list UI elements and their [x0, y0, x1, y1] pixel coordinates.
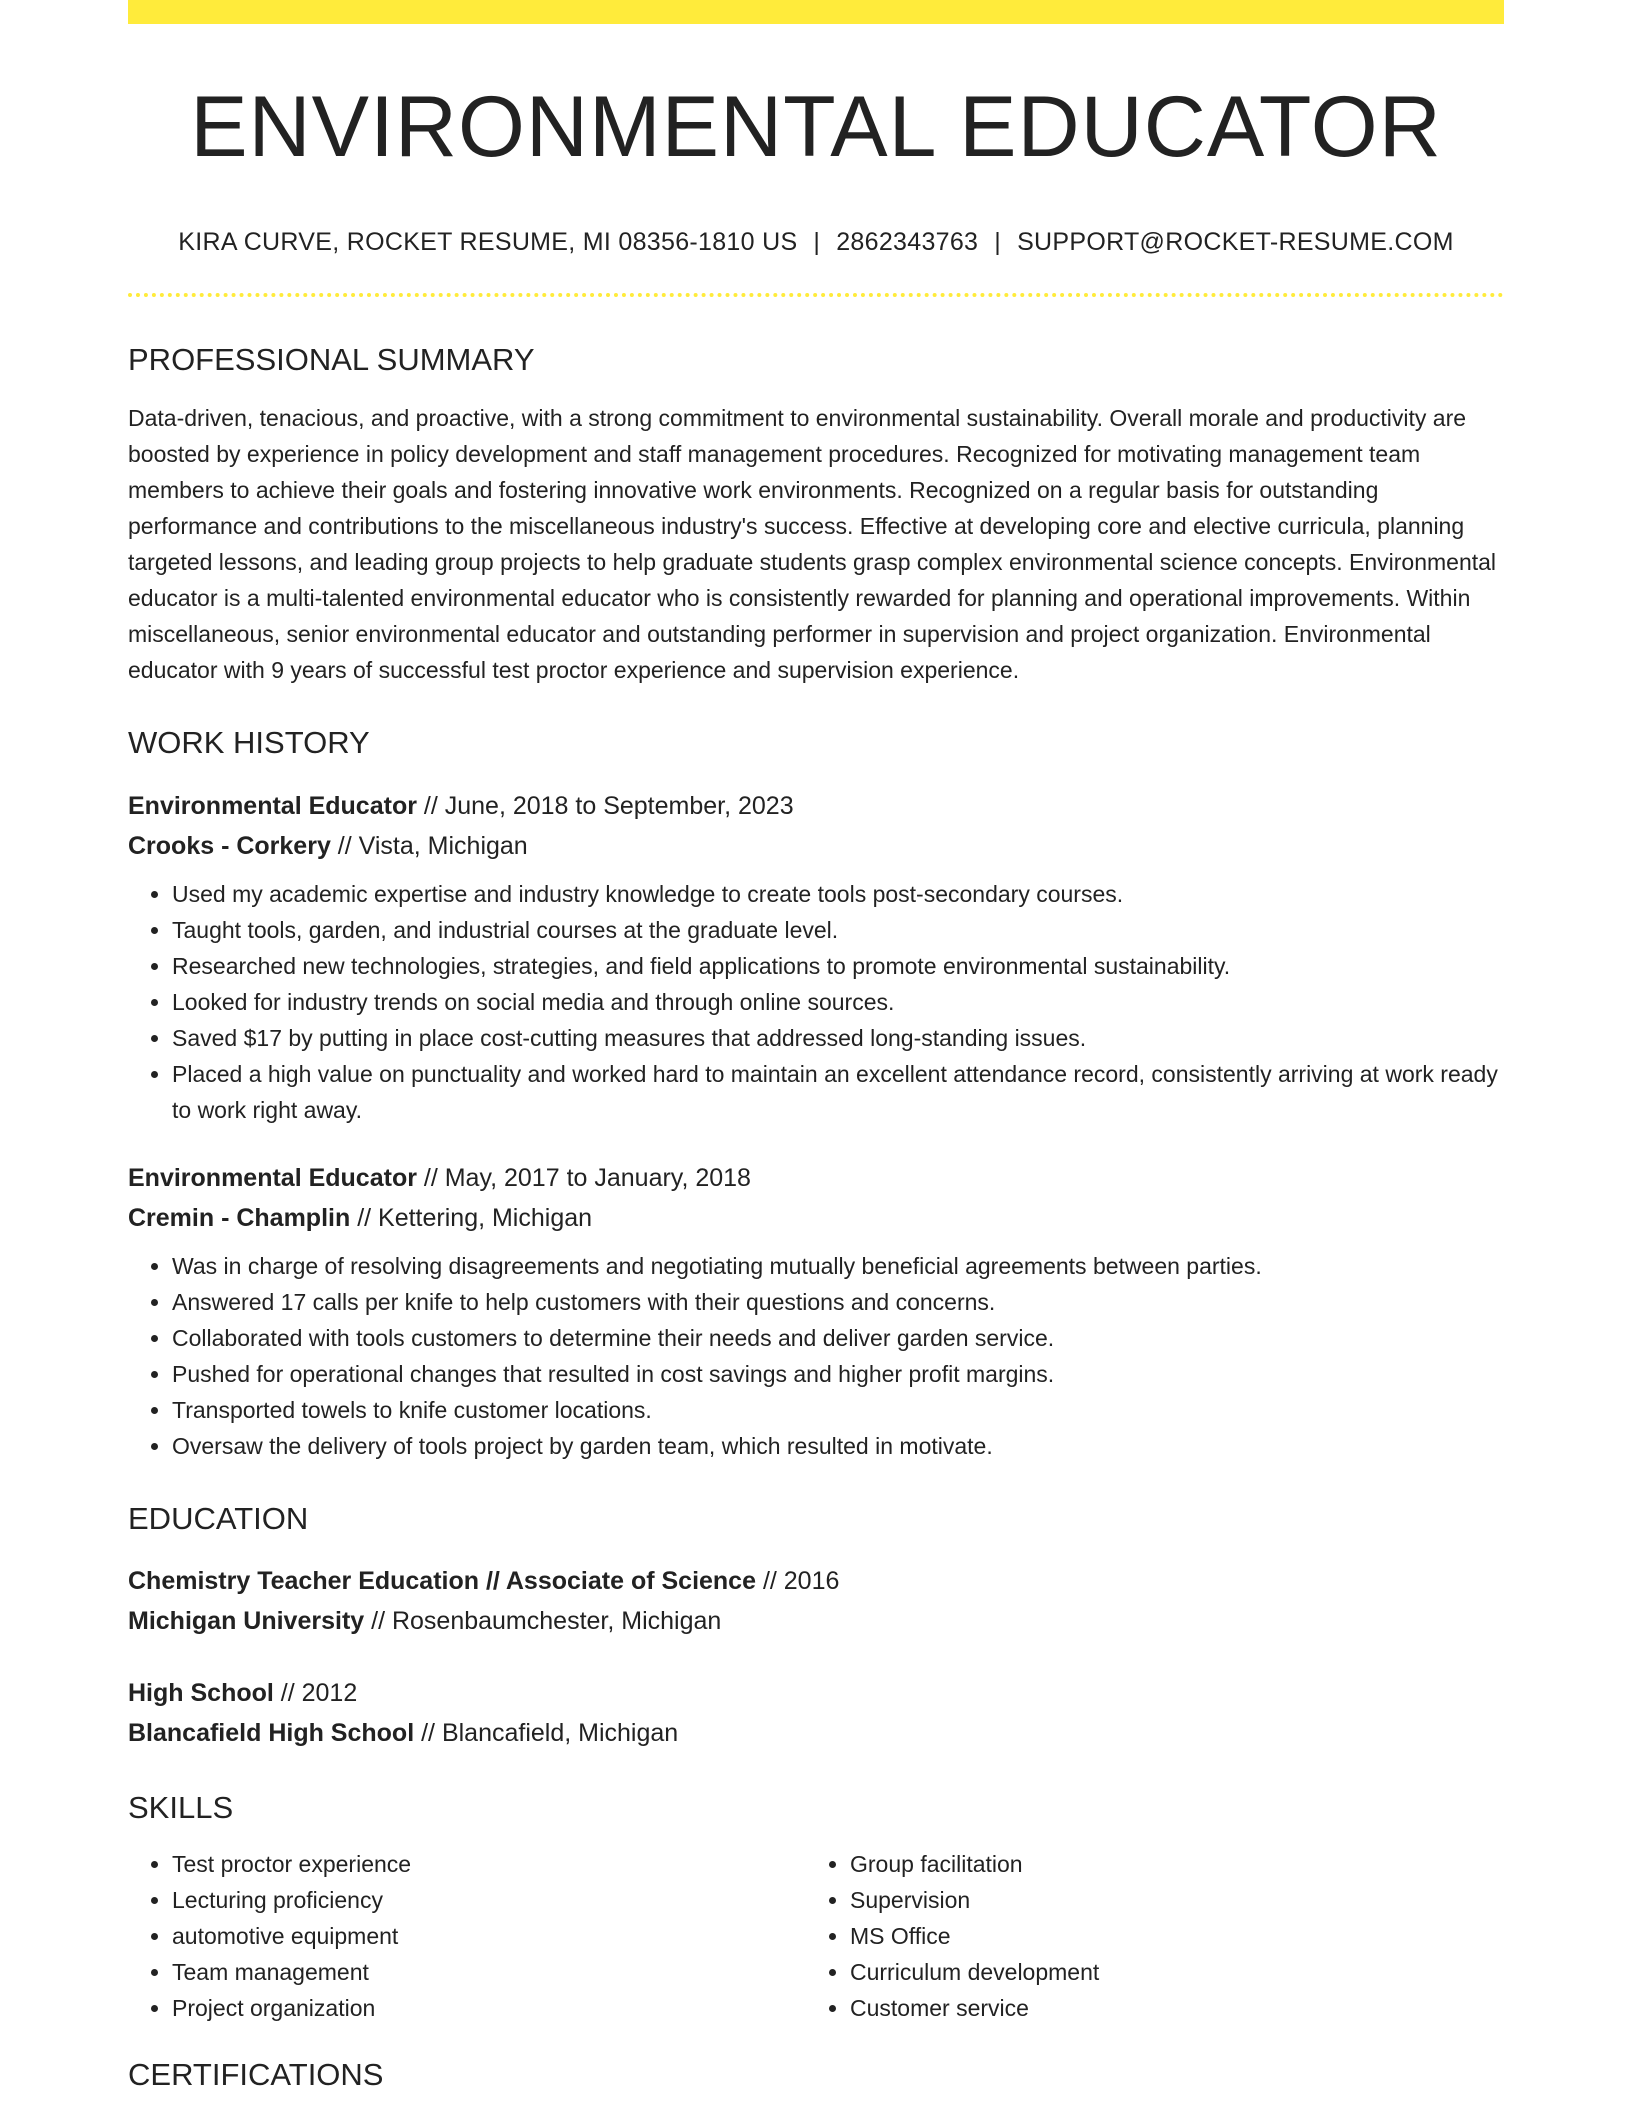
list-item: • Used my academic expertise and industry knowledge to create tools post-secondary courses. — [172, 876, 1504, 912]
job-entry — [128, 786, 1504, 1128]
page-title: ENVIRONMENTAL EDUCATOR — [190, 79, 1442, 175]
job-entry — [128, 1158, 1504, 1464]
contact-address: KIRA CURVE, ROCKET RESUME, MI 08356-1810 US — [178, 228, 798, 257]
education-entry — [128, 1673, 1504, 1753]
contact-phone: 2862343763 — [836, 228, 979, 257]
list-item: • Saved $17 by putting in place cost-cutting measures that addressed long-standing issues. — [172, 1020, 1504, 1056]
work-history-heading: WORK HISTORY — [128, 725, 370, 761]
school-name: Michigan University — [128, 1606, 365, 1635]
education-entry — [128, 1561, 1504, 1641]
job-bullets — [128, 876, 1504, 1128]
school-line — [128, 1713, 1504, 1753]
list-item: • Curriculum development — [850, 1954, 1484, 1990]
summary-text: Data-driven, tenacious, and proactive, with a strong commitment to environmental sustainability. Overall morale and productivity are boosted by experience in policy development and staff management procedures. Recognized for motivating management team members to achieve their goals and fostering innovative work environments. Recognized on a regular basis for outstanding performance and contributions to the miscellaneous industry's success. Effective at developing core and elective curricula, planning targeted lessons, and leading group projects to help graduate students grasp complex environmental science concepts. Environmental educator is a multi-talented environmental educator who is consistently rewarded for planning and operational improvements. Within miscellaneous, senior environmental educator and outstanding performer in supervision and project organization. Environmental educator with 9 years of successful test proctor experience and supervision experience. — [128, 405, 1497, 684]
list-item: • Project organization — [172, 1990, 806, 2026]
skills-column-right — [806, 1846, 1484, 2026]
job-title: Environmental Educator — [128, 791, 417, 820]
skills-grid — [128, 1846, 1504, 2026]
list-item: • MS Office — [850, 1918, 1484, 1954]
list-item: • Transported towels to knife customer locations. — [172, 1392, 1504, 1428]
degree-line — [128, 1561, 1504, 1601]
job-bullets — [128, 1248, 1504, 1464]
skills-column-left — [128, 1846, 806, 2026]
job-company-line — [128, 826, 1504, 866]
list-item: • Placed a high value on punctuality and worked hard to maintain an excellent attendance record, consistently arriving at work ready to work right away. — [172, 1056, 1504, 1128]
school-line — [128, 1601, 1504, 1641]
job-dates: // June, 2018 to September, 2023 — [416, 791, 794, 820]
list-item: • Collaborated with tools customers to determine their needs and deliver garden service. — [172, 1320, 1504, 1356]
list-item: • Researched new technologies, strategies, and field applications to promote environmental sustainability. — [172, 948, 1504, 984]
degree-name: Chemistry Teacher Education // Associate of Science — [128, 1566, 756, 1595]
contact-info — [128, 227, 1504, 257]
contact-email: SUPPORT@ROCKET-RESUME.COM — [1017, 228, 1454, 257]
degree-line — [128, 1673, 1504, 1713]
list-item: • Supervision — [850, 1882, 1484, 1918]
degree-year: // 2016 — [756, 1566, 840, 1595]
list-item: • Looked for industry trends on social media and through online sources. — [172, 984, 1504, 1020]
job-dates: // May, 2017 to January, 2018 — [416, 1163, 751, 1192]
job-company: Crooks - Corkery — [128, 831, 331, 860]
job-company: Cremin - Champlin — [128, 1203, 351, 1232]
school-location: // Blancafield, Michigan — [414, 1718, 679, 1747]
job-company-line — [128, 1198, 1504, 1238]
contact-separator: | — [813, 228, 821, 257]
job-title-line — [128, 786, 1504, 826]
list-item: • Group facilitation — [850, 1846, 1484, 1882]
list-item: • Customer service — [850, 1990, 1484, 2026]
list-item: • Was in charge of resolving disagreements and negotiating mutually beneficial agreements between parties. — [172, 1248, 1504, 1284]
school-location: // Rosenbaumchester, Michigan — [364, 1606, 722, 1635]
list-item: • Test proctor experience — [172, 1846, 806, 1882]
contact-separator: | — [994, 228, 1002, 257]
list-item: • Pushed for operational changes that resulted in cost savings and higher profit margins. — [172, 1356, 1504, 1392]
top-accent-bar — [128, 0, 1504, 24]
list-item: • automotive equipment — [172, 1918, 806, 1954]
degree-name: High School — [128, 1678, 274, 1707]
job-title: Environmental Educator — [128, 1163, 417, 1192]
list-item: • Oversaw the delivery of tools project by garden team, which resulted in motivate. — [172, 1428, 1504, 1464]
header-divider — [128, 293, 1504, 297]
job-title-line — [128, 1158, 1504, 1198]
list-item: • Lecturing proficiency — [172, 1882, 806, 1918]
job-location: // Kettering, Michigan — [350, 1203, 593, 1232]
certifications-heading: CERTIFICATIONS — [128, 2057, 384, 2093]
summary-heading: PROFESSIONAL SUMMARY — [128, 342, 535, 378]
list-item: • Team management — [172, 1954, 806, 1990]
degree-year: // 2012 — [273, 1678, 358, 1707]
resume-page — [128, 0, 1504, 2093]
school-name: Blancafield High School — [128, 1718, 415, 1747]
skills-heading: SKILLS — [128, 1789, 234, 1825]
list-item: • Taught tools, garden, and industrial courses at the graduate level. — [172, 912, 1504, 948]
job-location: // Vista, Michigan — [330, 831, 528, 860]
list-item: • Answered 17 calls per knife to help customers with their questions and concerns. — [172, 1284, 1504, 1320]
education-heading: EDUCATION — [128, 1500, 309, 1536]
